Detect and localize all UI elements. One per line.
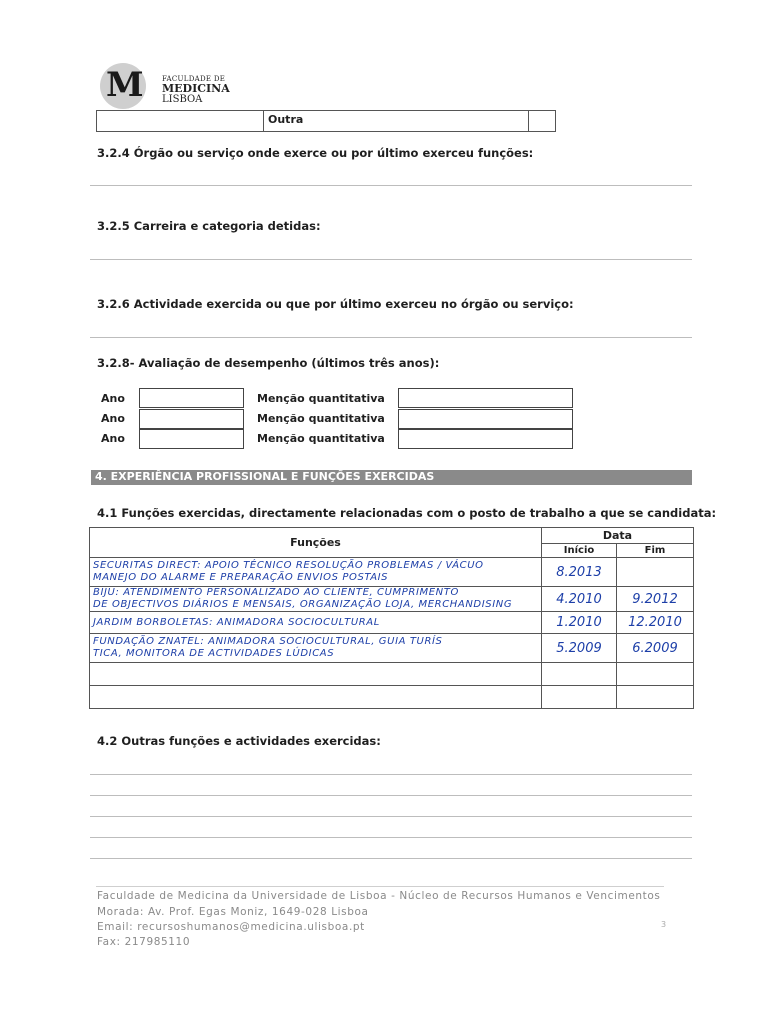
ano-label: Ano: [101, 412, 125, 425]
funcao-line-1: FUNDAÇÃO ZNATEL: ANIMADORA SOCIOCULTURAL, GUIA TURÍS: [93, 636, 443, 647]
question-3-2-5: 3.2.5 Carreira e categoria detidas:: [97, 219, 321, 233]
table-row: [90, 663, 694, 686]
mencao-field[interactable]: [398, 409, 573, 429]
footer-institution: Faculdade de Medicina da Universidade de Lisboa - Núcleo de Recursos Humanos e Vencimentos: [97, 890, 661, 902]
section-4-header: [91, 470, 692, 485]
funcao-line-2: DE OBJECTIVOS DIÁRIOS E MENSAIS, ORGANIZAÇÃO LOJA, MERCHANDISING: [93, 599, 513, 610]
fim-cell[interactable]: 9.2012: [617, 587, 694, 612]
faculty-logo: [100, 63, 260, 111]
fim-cell[interactable]: [617, 686, 694, 709]
outra-row: [96, 110, 556, 132]
outra-label: Outra: [268, 113, 304, 126]
answer-line-3-2-5[interactable]: [90, 259, 692, 260]
table-row: [90, 686, 694, 709]
funcao-cell[interactable]: [90, 612, 542, 634]
footer-email: Email: recursoshumanos@medicina.ulisboa.pt: [97, 921, 365, 933]
mencao-label: Menção quantitativa: [257, 432, 385, 445]
col-data-header: Data: [542, 528, 694, 544]
ano-label: Ano: [101, 392, 125, 405]
mencao-field[interactable]: [398, 388, 573, 408]
funcao-line-2: TICA, MONITORA DE ACTIVIDADES LÚDICAS: [93, 648, 335, 659]
answer-line-4-2[interactable]: [90, 795, 692, 796]
answer-line-4-2[interactable]: [90, 816, 692, 817]
funcao-line-1: SECURITAS DIRECT: APOIO TÉCNICO RESOLUÇÃO PROBLEMAS / VÁCUO: [93, 560, 484, 571]
footer-fax: Fax: 217985110: [97, 936, 191, 948]
answer-line-4-2[interactable]: [90, 774, 692, 775]
inicio-cell[interactable]: 5.2009: [542, 634, 617, 663]
table-row: [90, 587, 694, 612]
functions-table: [89, 527, 694, 709]
funcao-line-1: BIJU: ATENDIMENTO PERSONALIZADO AO CLIENTE, CUMPRIMENTO: [93, 587, 459, 598]
ano-label: Ano: [101, 432, 125, 445]
footer-divider: [96, 886, 664, 887]
mencao-field[interactable]: [398, 429, 573, 449]
funcao-cell[interactable]: [90, 558, 542, 587]
table-row: [90, 634, 694, 663]
funcao-cell[interactable]: [90, 587, 542, 612]
fim-cell[interactable]: 6.2009: [617, 634, 694, 663]
col-inicio-header: Início: [542, 544, 617, 558]
inicio-cell[interactable]: [542, 663, 617, 686]
inicio-cell[interactable]: [542, 686, 617, 709]
col-funcoes-header: Funções: [90, 528, 542, 558]
inicio-cell[interactable]: 8.2013: [542, 558, 617, 587]
question-3-2-4: 3.2.4 Órgão ou serviço onde exerce ou por último exerceu funções:: [97, 146, 534, 160]
mencao-label: Menção quantitativa: [257, 412, 385, 425]
answer-line-3-2-6[interactable]: [90, 337, 692, 338]
answer-line-4-2[interactable]: [90, 837, 692, 838]
ano-field[interactable]: [139, 388, 244, 408]
page-number: 3: [661, 920, 667, 929]
mencao-label: Menção quantitativa: [257, 392, 385, 405]
footer-address: Morada: Av. Prof. Egas Moniz, 1649-028 Lisboa: [97, 906, 369, 918]
logo-mark: M: [106, 65, 142, 105]
logo-line-3: LISBOA: [162, 94, 203, 105]
answer-line-4-2[interactable]: [90, 858, 692, 859]
table-row: [90, 558, 694, 587]
col-fim-header: Fim: [617, 544, 694, 558]
funcao-cell[interactable]: [90, 634, 542, 663]
inicio-cell[interactable]: 1.2010: [542, 612, 617, 634]
funcao-line-1: JARDIM BORBOLETAS: ANIMADORA SOCIOCULTURAL: [93, 616, 380, 628]
ano-field[interactable]: [139, 409, 244, 429]
ano-field[interactable]: [139, 429, 244, 449]
question-3-2-8: 3.2.8- Avaliação de desempenho (últimos três anos):: [97, 356, 440, 370]
outra-checkbox[interactable]: [528, 111, 555, 131]
table-row: [90, 612, 694, 634]
logo-line-1: FACULDADE DE: [162, 75, 226, 83]
fim-cell[interactable]: [617, 558, 694, 587]
inicio-cell[interactable]: 4.2010: [542, 587, 617, 612]
question-4-2: 4.2 Outras funções e actividades exercidas:: [97, 734, 381, 748]
question-4-1: 4.1 Funções exercidas, directamente relacionadas com o posto de trabalho a que se candidata:: [97, 506, 717, 520]
outra-empty-cell: [97, 111, 264, 131]
fim-cell[interactable]: 12.2010: [617, 612, 694, 634]
question-3-2-6: 3.2.6 Actividade exercida ou que por último exerceu no órgão ou serviço:: [97, 297, 574, 311]
funcao-line-2: MANEJO DO ALARME E PREPARAÇÃO ENVIOS POSTAIS: [93, 572, 389, 583]
funcao-cell[interactable]: [90, 663, 542, 686]
funcao-cell[interactable]: [90, 686, 542, 709]
answer-line-3-2-4[interactable]: [90, 185, 692, 186]
fim-cell[interactable]: [617, 663, 694, 686]
logo-line-2: MEDICINA: [162, 82, 230, 95]
section-4-title: 4. EXPERIÊNCIA PROFISSIONAL E FUNÇÕES EXERCIDAS: [95, 470, 435, 483]
